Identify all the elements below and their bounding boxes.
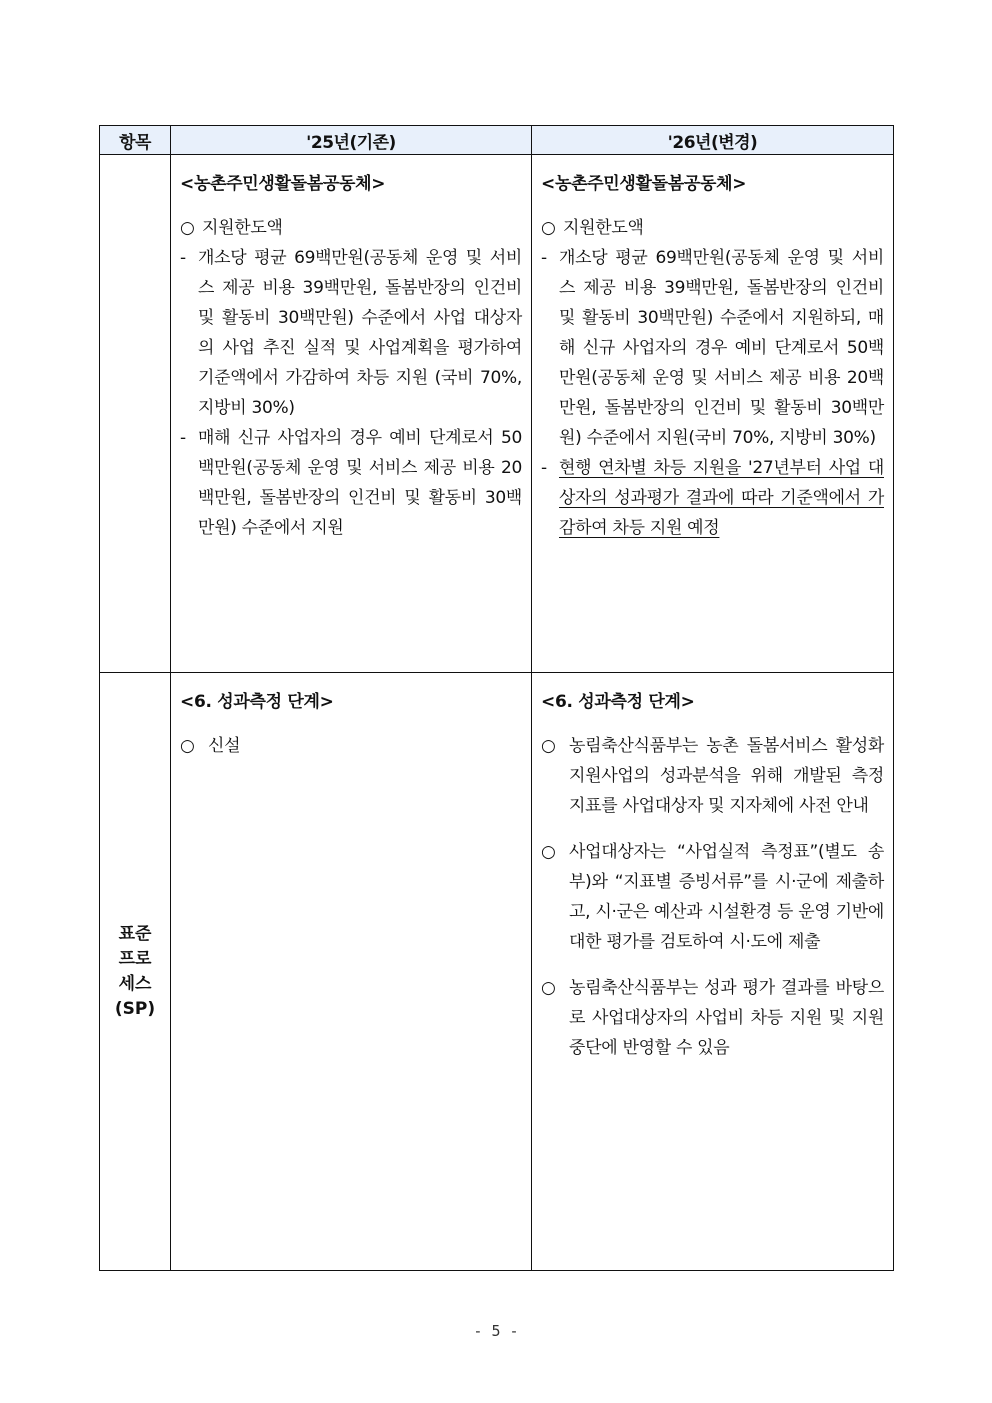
item-text: 농림축산식품부는 농촌 돌봄서비스 활성화 지원사업의 성과분석을 위해 개발된 측정 지표를 사업대상자 및 지자체에 사전 안내 [569,736,884,816]
circle-bullet-icon: ○ [180,736,195,756]
dash-item-underlined [541,453,884,543]
item-text: 매해 신규 사업자의 경우 예비 단계로서 50백만원(공동체 운영 및 서비스 제공 비용 20백만원, 돌봄반장의 인건비 및 활동비 30백만원) 수준에서 지원 [198,428,522,538]
item-text: 농림축산식품부는 성과 평가 결과를 바탕으로 사업대상자의 사업비 차등 지원 및 지원중단에 반영할 수 있음 [569,978,884,1058]
label-line: 프로 [118,948,152,969]
section-title: <6. 성과측정 단계> [541,692,695,712]
header-row [100,126,894,155]
circle-item [541,731,884,821]
circle-bullet-icon: ○ [541,736,556,756]
section-title: <6. 성과측정 단계> [180,692,334,712]
circle-bullet-icon: ○ [541,842,556,862]
page-number: - 5 - [473,1322,519,1340]
cell-2026-performance [532,673,894,1271]
table-row [100,673,894,1271]
cell-2025-support [171,155,532,673]
table-row [100,155,894,673]
item-text: 지원한도액 [202,218,283,238]
dash-bullet-icon: - [541,248,547,268]
circle-item [541,837,884,957]
item-text: 사업대상자는 “사업실적 측정표”(별도 송부)와 “지표별 증빙서류”를 시·군에 제출하고, 시·군은 예산과 시설환경 등 운영 기반에 대한 평가를 검토하여 시·도에 제출 [569,842,884,952]
label-line: (SP) [114,998,156,1019]
circle-bullet-icon: ○ [180,218,195,238]
item-text: 개소당 평균 69백만원(공동체 운영 및 서비스 제공 비용 39백만원, 돌봄반장의 인건비 및 활동비 30백만원) 수준에서 사업 대상자의 사업 추진 실적 및 사업계획을 평가하여 기준액에서 가감하여 차등 지원 (국비 70%, 지방비 30%) [198,248,522,418]
dash-bullet-icon: - [180,248,186,268]
row-label-standard-process [100,673,171,1271]
circle-bullet-icon: ○ [541,218,556,238]
dash-bullet-icon: - [541,458,547,478]
circle-item [180,213,522,243]
header-2025-existing: '25년(기존) [171,126,532,155]
item-text: 지원한도액 [563,218,644,238]
item-text: 개소당 평균 69백만원(공동체 운영 및 서비스 제공 비용 39백만원, 돌봄반장의 인건비 및 활동비 30백만원) 수준에서 지원하되, 매해 신규 사업자의 경우 예비 단계로서 50백만원(공동체 운영 및 서비스 제공 비용 20백만원, 돌봄반장의 인건비 및 활동비 30백만원) 수준에서 지원(국비 70%, 지방비 30%) [559,248,884,448]
item-text: 신설 [208,736,241,756]
dash-item [541,243,884,453]
cell-2026-support [532,155,894,673]
label-line: 표준 [118,923,152,944]
row-label-empty [100,155,171,673]
circle-item [541,213,884,243]
circle-item [180,731,522,761]
comparison-table [99,125,894,1271]
item-text-underlined: 현행 연차별 차등 지원을 '27년부터 사업 대상자의 성과평가 결과에 따라 기준액에서 가감하여 차등 지원 예정 [559,458,884,538]
dash-item [180,243,522,423]
cell-2025-performance [171,673,532,1271]
header-2026-changed: '26년(변경) [532,126,894,155]
header-item: 항목 [100,126,171,155]
dash-bullet-icon: - [180,428,186,448]
dash-item [180,423,522,543]
section-title: <농촌주민생활돌봄공동체> [180,174,386,194]
label-line: 세스 [118,973,152,994]
circle-item [541,973,884,1063]
circle-bullet-icon: ○ [541,978,556,998]
section-title: <농촌주민생활돌봄공동체> [541,174,747,194]
